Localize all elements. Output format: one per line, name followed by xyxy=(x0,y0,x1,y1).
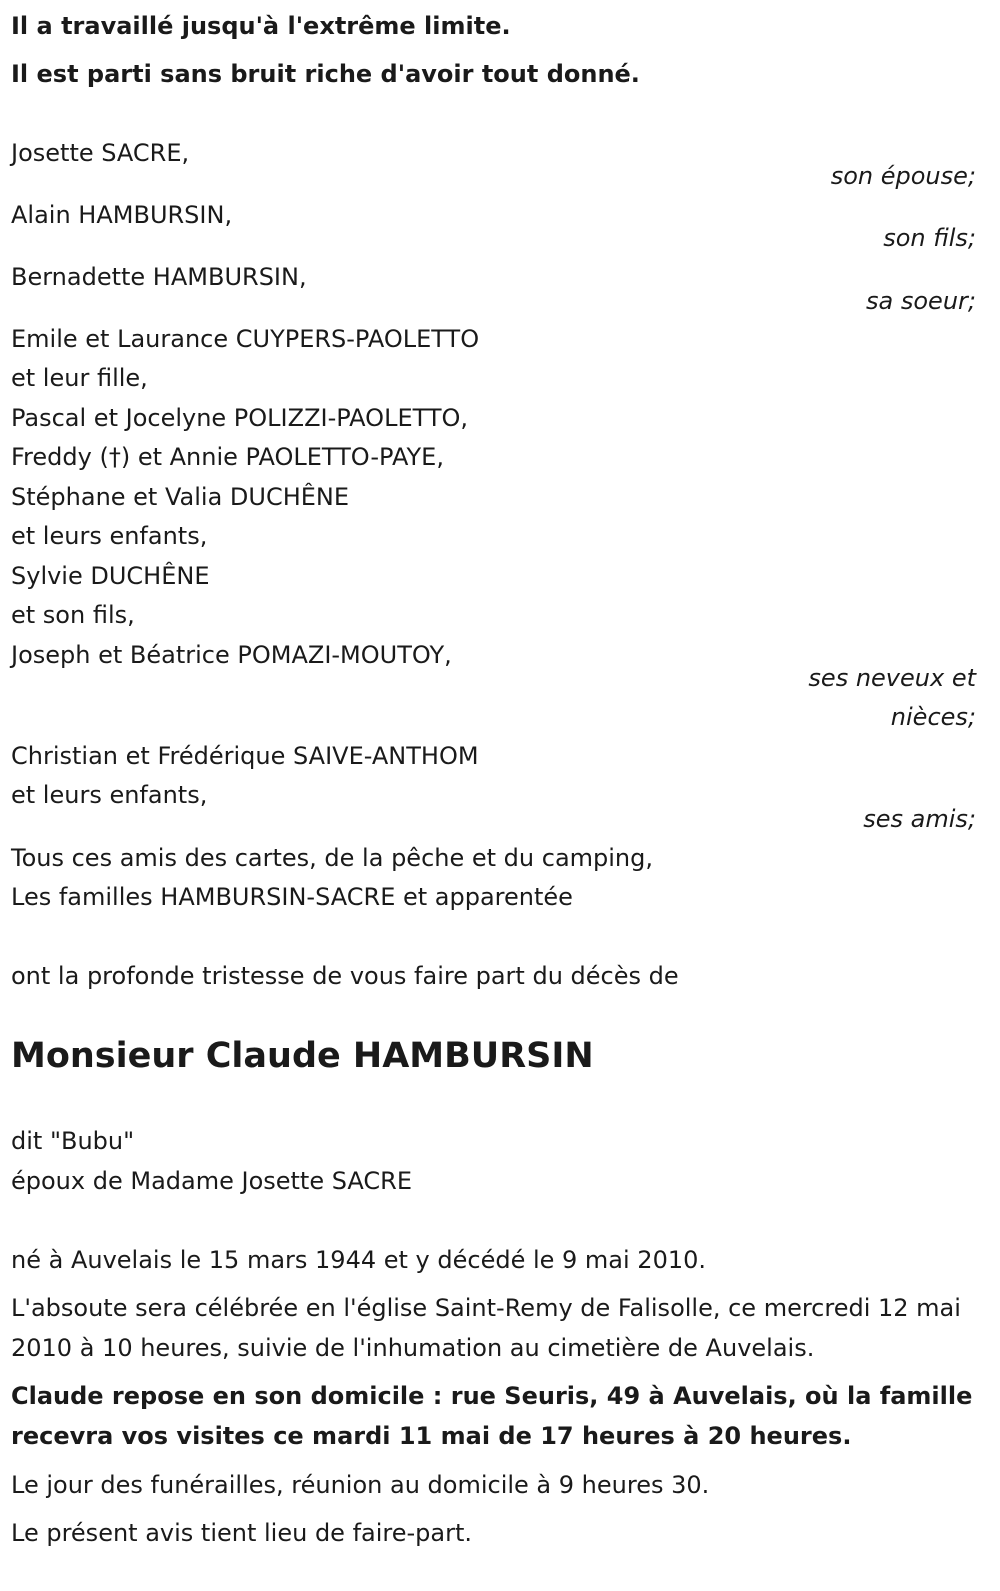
relation-label: ses neveux et xyxy=(808,664,976,692)
family-member: Stéphane et Valia DUCHÊNE xyxy=(11,483,350,511)
family-member: Josette SACRE, xyxy=(11,139,190,167)
family-member: Emile et Laurance CUYPERS-PAOLETTO xyxy=(11,325,480,353)
family-member: et leurs enfants, xyxy=(11,522,208,550)
family-member: Alain HAMBURSIN, xyxy=(11,201,233,229)
announcement-text: ont la profonde tristesse de vous faire part du décès de xyxy=(11,962,679,990)
family-member: Christian et Frédérique SAIVE-ANTHOM xyxy=(11,742,479,770)
family-member: Sylvie DUCHÊNE xyxy=(11,562,210,590)
deceased-spouse: époux de Madame Josette SACRE xyxy=(11,1167,413,1195)
relation-label: sa soeur; xyxy=(866,287,976,315)
deceased-name: Monsieur Claude HAMBURSIN xyxy=(11,1036,594,1076)
epigraph-line: Il a travaillé jusqu'à l'extrême limite. xyxy=(11,12,511,40)
family-member: et son fils, xyxy=(11,601,135,629)
ceremony-text: L'absoute sera célébrée en l'église Saint-Remy de Falisolle, ce mercredi 12 mai 2010 à 10 heures, suivie de l'inhumation au cimetière de Auvelais. xyxy=(11,1294,961,1362)
relation-label: son épouse; xyxy=(830,162,976,190)
visitation-text: Claude repose en son domicile : rue Seuris, 49 à Auvelais, où la famille recevra vos visites ce mardi 11 mai de 17 heures à 20 heures. xyxy=(11,1382,973,1450)
family-member: Pascal et Jocelyne POLIZZI-PAOLETTO, xyxy=(11,404,469,432)
family-member: Les familles HAMBURSIN-SACRE et apparentée xyxy=(11,883,573,911)
notice-text: Le présent avis tient lieu de faire-part. xyxy=(11,1519,473,1547)
family-member: Bernadette HAMBURSIN, xyxy=(11,263,307,291)
birth-death-text: né à Auvelais le 15 mars 1944 et y décédé le 9 mai 2010. xyxy=(11,1246,707,1274)
meeting-text: Le jour des funérailles, réunion au domicile à 9 heures 30. xyxy=(11,1471,710,1499)
family-member: Joseph et Béatrice POMAZI-MOUTOY, xyxy=(11,641,452,669)
family-member: et leur fille, xyxy=(11,364,148,392)
relation-label: nièces; xyxy=(890,703,976,731)
epigraph-line: Il est parti sans bruit riche d'avoir tout donné. xyxy=(11,60,640,88)
relation-label: ses amis; xyxy=(863,805,976,833)
deceased-nickname: dit "Bubu" xyxy=(11,1127,135,1155)
relation-label: son fils; xyxy=(883,224,976,252)
family-member: Tous ces amis des cartes, de la pêche et du camping, xyxy=(11,844,653,872)
family-member: et leurs enfants, xyxy=(11,781,208,809)
family-member: Freddy (†) et Annie PAOLETTO-PAYE, xyxy=(11,443,444,471)
